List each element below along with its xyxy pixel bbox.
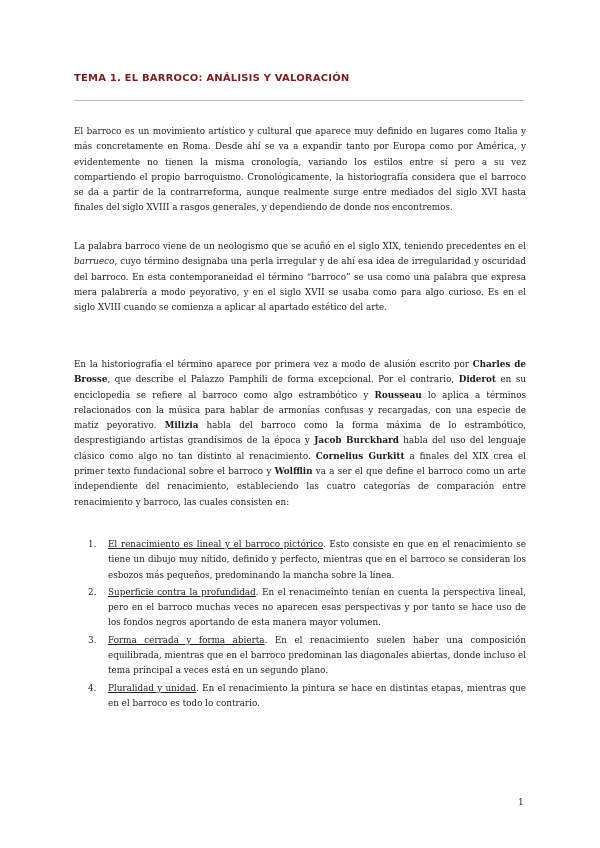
paragraph-text: va a ser el que define el barroco como un arte independiente del renacimiento, estableciendo las cuatro categorías de comparación entre renacimiento y barroco, las cuales consisten en: — [74, 467, 526, 508]
paragraph-text: La palabra barroco viene de un neologismo que se acuñó en el siglo XIX, teniendo precedentes en el — [74, 242, 526, 252]
paragraph-text: a finales del XIX crea el primer texto fundacional sobre el barroco y — [74, 451, 526, 478]
list-text: . En el renacimiento la pintura se hace en distintas etapas, mientras que en el barroco es todo lo contrario. — [108, 683, 526, 709]
list-number: 4. — [88, 683, 97, 694]
paragraph-intro: El barroco es un movimiento artístico y cultural que aparece muy definido en lugares como Italia y más concretamente en Roma. Desde ahí se va a expandir tanto por Europa como por América, y evidentemente no tienen la misma cronología, variando los estilos entre sí pero a su vez compartiendo el propio barroquismo. Cronológicamente, la historiografía considera que el barroco se da a partir de la contrarreforma, aunque realmente surge entre mediados del siglo XVI hasta finales del siglo XVIII a rasgos generales, y dependiendo de donde nos encontremos. — [74, 127, 526, 214]
list-item — [88, 538, 526, 584]
paragraph-text: en su enciclopedia se refiere al barroco como algo estrambótico y — [74, 375, 527, 401]
list-number: 2. — [88, 587, 97, 598]
paragraph-text: habla del barroco como la forma máxima de lo estrambótico, desprestigiando artistas grandísimos de la época y — [74, 421, 526, 447]
paragraph-historiography — [74, 358, 526, 511]
list-text: . Esto consiste en que en el renacimiento se tiene un dibujo muy nítido, definido y perfecto, mientras que en el barroco se consideran los esbozos más pequeños, predominando la mancha sobre la línea. — [108, 540, 526, 581]
list-heading: Pluralidad y unidad — [108, 683, 197, 694]
list-heading: El renacimiento es lineal y el barroco pictórico — [108, 540, 323, 550]
document-title: TEMA 1. EL BARROCO: ANÁLISIS Y VALORACIÓN — [74, 73, 350, 84]
list-heading: Superficie contra la profundidad — [108, 587, 256, 598]
italic-term: barrueco — [74, 257, 115, 268]
categories-list — [88, 538, 526, 714]
paragraph-text: , cuyo término designaba una perla irregular y de ahí esa idea de irregularidad y oscuridad del barroco. En esta contemporaneidad el término “barroco” se usa como una palabra que expresa mera palabrería a modo peyorativo, y en el siglo XVII se usaba como para algo curioso. Es en el siglo XVIII cuando se comienza a aplicar al apartado estético del arte. — [74, 257, 526, 314]
paragraph-text: , que describe el Palazzo Pamphili de forma excepcional. Por el contrario, — [107, 375, 459, 386]
list-heading: Forma cerrada y forma abierta — [108, 635, 265, 646]
list-item — [88, 682, 526, 713]
paragraph-text: lo aplica a términos relacionados con la música para hablar de armonías confusas y recargadas, con una especie de matiz peyorativo. — [74, 390, 527, 432]
list-text: . En el renacimiento suelen haber una composición equilibrada, mientras que en el barroco predominan las diagonales abiertas, donde incluso el tema principal a veces está en un segundo plano. — [108, 635, 526, 677]
author-name: Cornelius Gurkitt — [315, 451, 405, 462]
author-name: Rousseau — [374, 390, 422, 401]
paragraph-text: habla del uso del lenguaje clásico como algo no tan distinto al renacimiento. — [74, 436, 526, 462]
paragraph-text: En la historiografía el término aparece por primera vez a modo de alusión escrito por — [74, 360, 473, 370]
list-item — [88, 586, 526, 632]
list-number: 1. — [88, 540, 97, 550]
title-divider — [74, 100, 524, 101]
list-text: . En el renacimeinto tenían en cuenta la perspectiva lineal, pero en el barroco muchas veces no aparecen esas perspectivas y por tanto se hace uso de los fondos negros aportando de esta manera mayor volumen. — [108, 587, 527, 629]
author-name: Milizia — [164, 421, 199, 432]
list-item — [88, 634, 526, 680]
list-number: 3. — [88, 635, 97, 646]
paragraph-etymology — [74, 240, 526, 316]
page-number: 1 — [518, 798, 524, 808]
author-name: Jacob Burckhard — [314, 436, 399, 447]
author-name: Wolfflin — [274, 467, 313, 478]
author-name: Diderot — [458, 375, 496, 386]
author-name: Charles de Brosse — [74, 360, 526, 386]
